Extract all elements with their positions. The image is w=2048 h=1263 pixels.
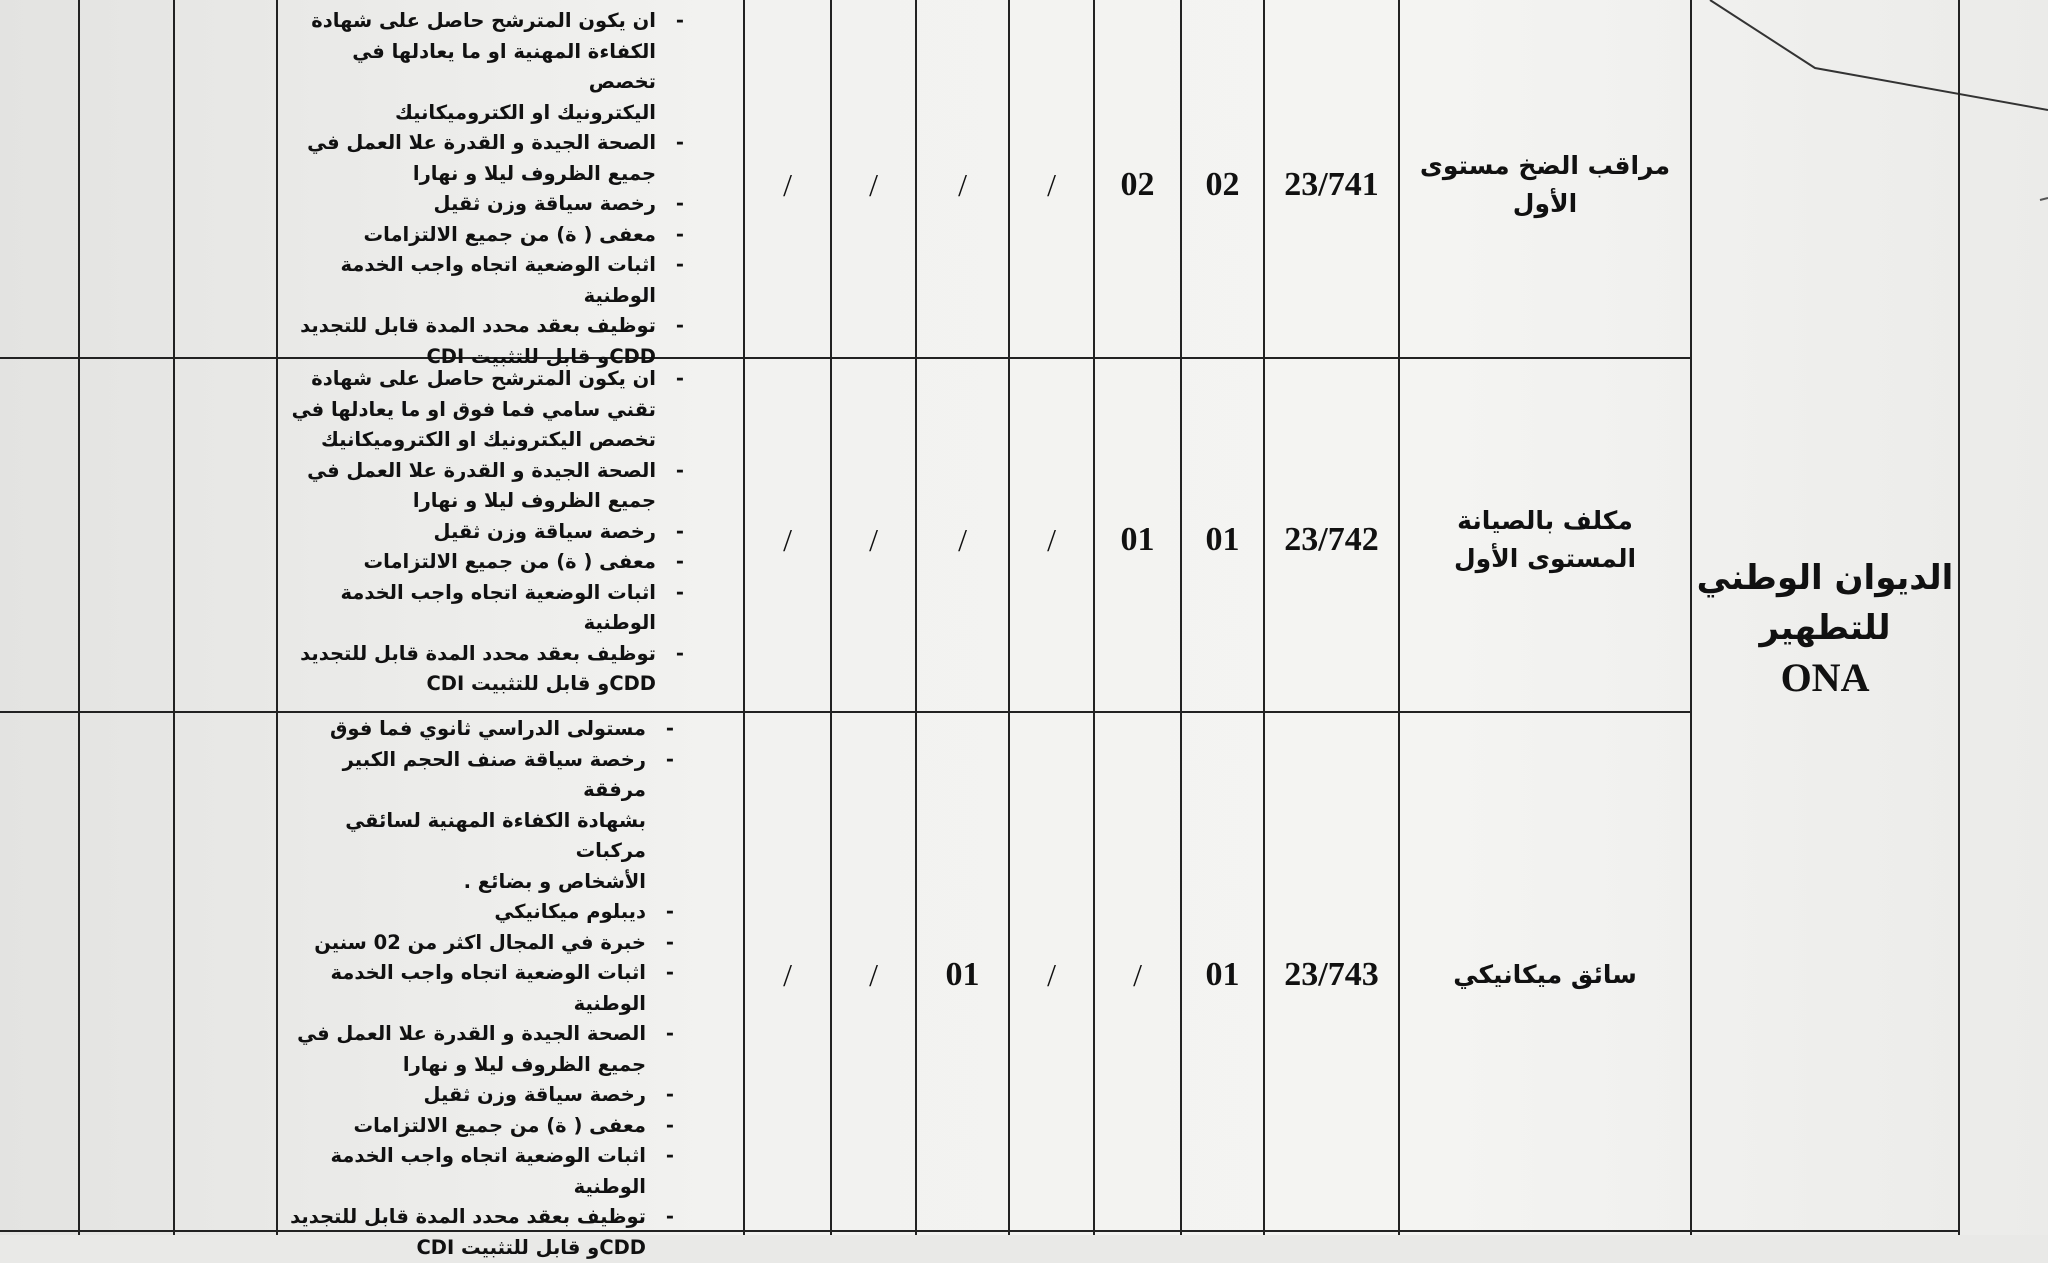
post-title: سائق ميكانيكي: [1400, 945, 1690, 1005]
post-code: 23/741: [1265, 160, 1398, 210]
condition-item: الوطنية: [290, 281, 690, 312]
grid-line-v: [173, 0, 175, 1235]
condition-item: CDDو قابل للتثبيت CDI: [290, 669, 690, 700]
value-cell: /: [832, 950, 915, 1000]
value-cell: /: [917, 160, 1008, 210]
value-cell: /: [832, 160, 915, 210]
condition-item: الوطنية: [290, 608, 690, 639]
condition-item: - الصحة الجيدة و القدرة علا العمل في: [290, 456, 690, 487]
condition-item: - الصحة الجيدة و القدرة علا العمل في: [280, 1019, 680, 1050]
value-cell: /: [745, 515, 830, 565]
value-cell: 01: [1182, 950, 1263, 1000]
condition-item: - توظيف بعقد محدد المدة قابل للتجديد: [280, 1202, 680, 1233]
condition-item: - خبرة في المجال اكثر من 02 سنين: [280, 928, 680, 959]
condition-item: - معفى ( ة) من جميع الالتزامات: [280, 1111, 680, 1142]
condition-item: - معفى ( ة) من جميع الالتزامات: [290, 220, 690, 251]
condition-item: جميع الظروف ليلا و نهارا: [280, 1050, 680, 1081]
row-separator: [0, 357, 1692, 359]
value-cell: /: [1010, 515, 1093, 565]
condition-item: - ان يكون المترشح حاصل على شهادة: [290, 364, 690, 395]
value-cell: /: [1010, 160, 1093, 210]
condition-item: - اثبات الوضعية اتجاه واجب الخدمة: [290, 250, 690, 281]
condition-item: - رخصة سياقة صنف الحجم الكبير مرفقة: [280, 745, 680, 806]
organization-cell: [1692, 0, 1958, 1235]
value-cell: /: [745, 160, 830, 210]
grid-line-v: [78, 0, 80, 1235]
post-title: مراقب الضخ مستوى الأول: [1400, 140, 1690, 230]
value-cell: 02: [1095, 160, 1180, 210]
value-cell: 01: [917, 950, 1008, 1000]
condition-item: - الصحة الجيدة و القدرة علا العمل في: [290, 128, 690, 159]
condition-item: - رخصة سياقة وزن ثقيل: [290, 517, 690, 548]
condition-item: - اثبات الوضعية اتجاه واجب الخدمة: [280, 1141, 680, 1172]
grid-line-v: [1958, 0, 1960, 1235]
organization-abbr: ONA: [1781, 653, 1870, 703]
condition-item: الوطنية: [280, 1172, 680, 1203]
value-cell: /: [917, 515, 1008, 565]
value-cell: /: [832, 515, 915, 565]
value-cell: /: [1095, 950, 1180, 1000]
value-cell: /: [745, 950, 830, 1000]
condition-item: بشهادة الكفاءة المهنية لسائقي مركبات: [280, 806, 680, 867]
condition-item: - معفى ( ة) من جميع الالتزامات: [290, 547, 690, 578]
condition-item: CDDو قابل للتثبيت CDI: [280, 1233, 680, 1263]
condition-item: - ان يكون المترشح حاصل على شهادة: [290, 6, 690, 37]
post-code: 23/743: [1265, 950, 1398, 1000]
condition-item: - رخصة سياقة وزن ثقيل: [280, 1080, 680, 1111]
conditions-list: [290, 364, 690, 700]
organization-name: الديوان الوطني للتطهير: [1692, 553, 1958, 653]
condition-item: - رخصة سياقة وزن ثقيل: [290, 189, 690, 220]
post-title: مكلف بالصيانة المستوى الأول: [1400, 495, 1690, 585]
condition-item: - اثبات الوضعية اتجاه واجب الخدمة: [290, 578, 690, 609]
value-cell: 02: [1182, 160, 1263, 210]
value-cell: 01: [1182, 515, 1263, 565]
condition-item: - توظيف بعقد محدد المدة قابل للتجديد: [290, 311, 690, 342]
condition-item: الوطنية: [280, 989, 680, 1020]
value-cell: /: [1010, 950, 1093, 1000]
condition-item: تخصص اليكترونيك او الكتروميكانيك: [290, 425, 690, 456]
row-separator: [0, 711, 1692, 713]
grid-line-v: [276, 0, 278, 1235]
condition-item: الأشخاص و بضائع .: [280, 867, 680, 898]
condition-item: - توظيف بعقد محدد المدة قابل للتجديد: [290, 639, 690, 670]
post-code: 23/742: [1265, 515, 1398, 565]
condition-item: - مستولى الدراسي ثانوي فما فوق: [280, 714, 680, 745]
condition-item: - اثبات الوضعية اتجاه واجب الخدمة: [280, 958, 680, 989]
conditions-list: [280, 714, 680, 1263]
condition-item: تقني سامي فما فوق او ما يعادلها في: [290, 395, 690, 426]
condition-item: الكفاءة المهنية او ما يعادلها في تخصص: [290, 37, 690, 98]
value-cell: 01: [1095, 515, 1180, 565]
condition-item: اليكترونيك او الكتروميكانيك: [290, 98, 690, 129]
condition-item: جميع الظروف ليلا و نهارا: [290, 159, 690, 190]
conditions-list: [290, 6, 690, 372]
condition-item: - ديبلوم ميكانيكي: [280, 897, 680, 928]
condition-item: CDDو قابل للتثبيت CDI: [290, 342, 690, 373]
condition-item: جميع الظروف ليلا و نهارا: [290, 486, 690, 517]
